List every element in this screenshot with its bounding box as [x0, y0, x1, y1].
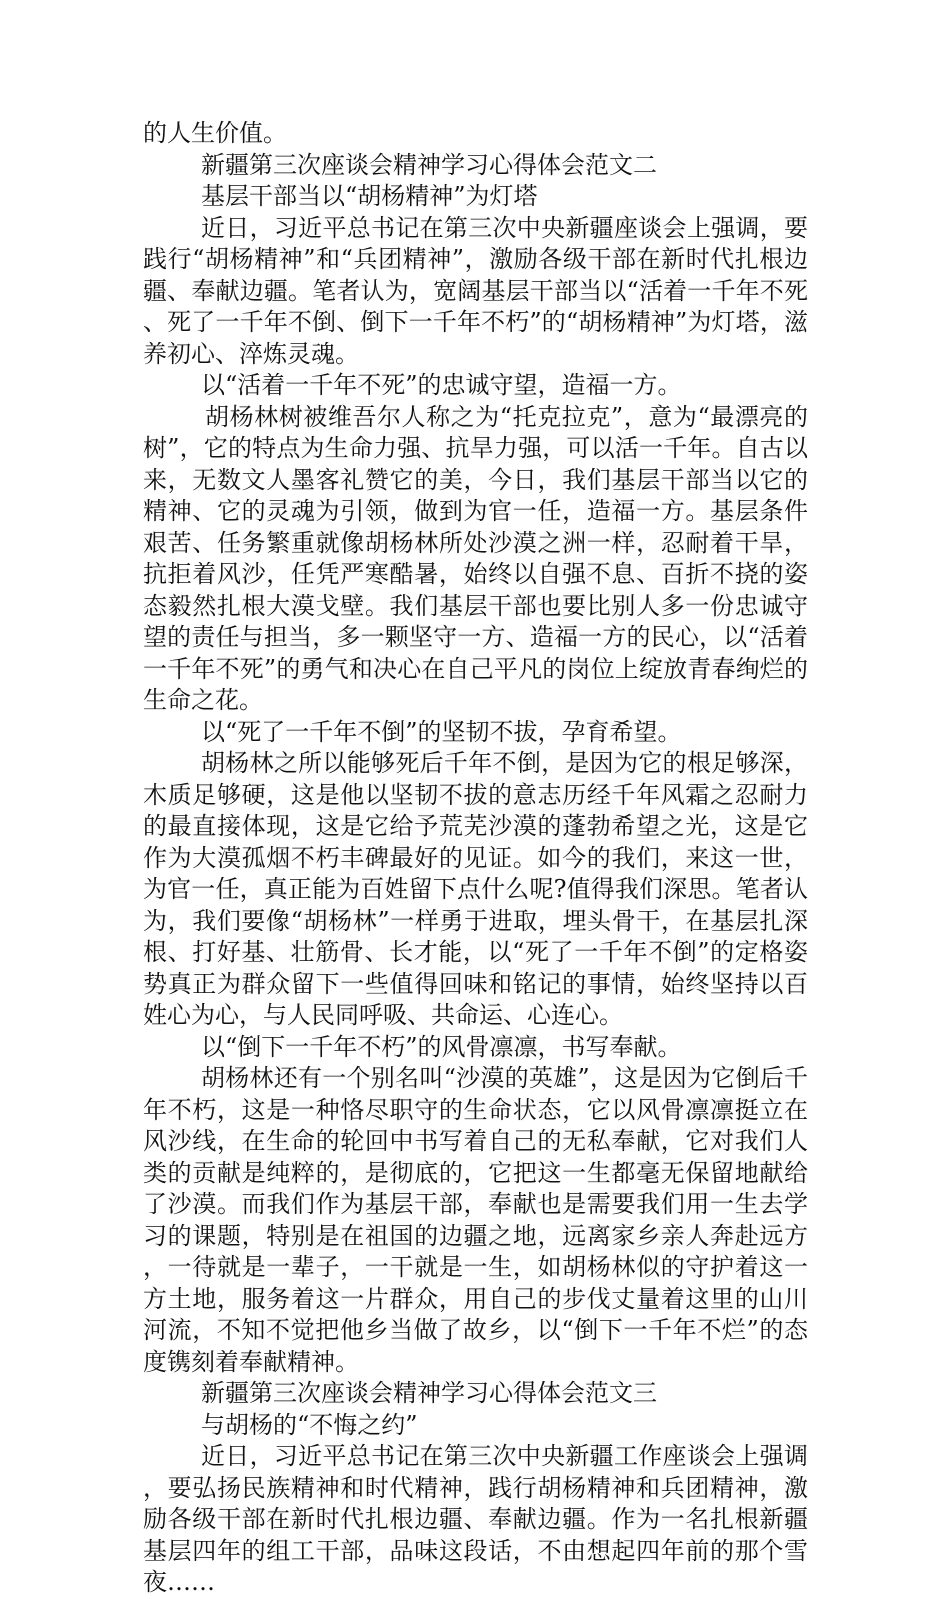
- essay-two-title: 基层干部当以“胡杨精神”为灯塔: [201, 182, 538, 210]
- section-heading-essay-two: 新疆第三次座谈会精神学习心得体会范文二: [201, 150, 657, 179]
- paragraph-13: 近日，习近平总书记在第三次中央新疆工作座谈会上强调，要弘扬民族精神和时代精神，践行胡杨精神和兵团精神，激励各级干部在新时代扎根边疆、奉献边疆。作为一名扎根新疆基层四年的组工干部，品味这段话，不由想起四年前的那个雪夜……: [143, 1442, 808, 1596]
- paragraph-1: 的人生价值。: [143, 119, 287, 147]
- section-heading-essay-three: 新疆第三次座谈会精神学习心得体会范文三: [201, 1379, 657, 1407]
- subheading-dedication: 以“倒下一千年不朽”的风骨凛凛，书写奉献。: [201, 1032, 682, 1061]
- paragraph-10: 胡杨林还有一个别名叫“沙漠的英雄”，这是因为它倒后千年不朽，这是一种恪尽职守的生命状态，它以风骨凛凛挺立在风沙线，在生命的轮回中书写着自己的无私奉献，它对我们人类的贡献是纯粹的，是彻底的，它把这一生都毫无保留地献给了沙漠。而我们作为基层干部，奉献也是需要我们用一生去学习的课题，特别是在祖国的边疆之地，远离家乡亲人奔赴远方，一待就是一辈子，一干就是一生，如胡杨林似的守护着这一方土地，服务着这一片群众，用自己的步伐丈量着这里的山川河流，不知不觉把他乡当做了故乡，以“倒下一千年不烂”的态度镌刻着奉献精神。: [143, 1064, 808, 1376]
- paragraph-6: 胡杨林树被维吾尔人称之为“托克拉克”，意为“最漂亮的树”，它的特点为生命力强、抗旱力强，可以活一千年。自古以来，无数文人墨客礼赞它的美，今日，我们基层干部当以它的精神、它的灵魂为引领，做到为官一任，造福一方。基层条件艰苦、任务繁重就像胡杨林所处沙漠之洲一样，忍耐着干旱，抗拒着风沙，任凭严寒酷暑，始终以自强不息、百折不挠的姿态毅然扎根大漠戈壁。我们基层干部也要比别人多一份忠诚守望的责任与担当，多一颗坚守一方、造福一方的民心，以“活着一千年不死”的勇气和决心在自己平凡的岗位上绽放青春绚烂的生命之花。: [143, 402, 808, 714]
- paragraph-4: 近日，习近平总书记在第三次中央新疆座谈会上强调，要践行“胡杨精神”和“兵团精神”，激励各级干部在新时代扎根边疆、奉献边疆。笔者认为，宽阔基层干部当以“活着一千年不死、死了一千年不倒、倒下一千年不朽”的“胡杨精神”为灯塔，滋养初心、淬炼灵魂。: [143, 213, 808, 368]
- essay-three-title: 与胡杨的“不悔之约”: [201, 1410, 418, 1439]
- subheading-loyalty: 以“活着一千年不死”的忠诚守望，造福一方。: [201, 371, 682, 399]
- paragraph-8: 胡杨林之所以能够死后千年不倒，是因为它的根足够深，木质足够硬，这是他以坚韧不拔的意志历经千年风霜之忍耐力的最直接体现，这是它给予荒芜沙漠的蓬勃希望之光，这是它作为大漠孤烟不朽丰碑最好的见证。如今的我们，来这一世，为官一任，真正能为百姓留下点什么呢?值得我们深思。笔者认为，我们要像“胡杨林”一样勇于进取，埋头骨干，在基层扎深根、打好基、壮筋骨、长才能，以“死了一千年不倒”的定格姿势真正为群众留下一些值得回味和铭记的事情，始终坚持以百姓心为心，与人民同呼吸、共命运、心连心。: [143, 749, 808, 1029]
- subheading-perseverance: 以“死了一千年不倒”的坚韧不拔，孕育希望。: [201, 717, 682, 746]
- document-body: [143, 118, 808, 1599]
